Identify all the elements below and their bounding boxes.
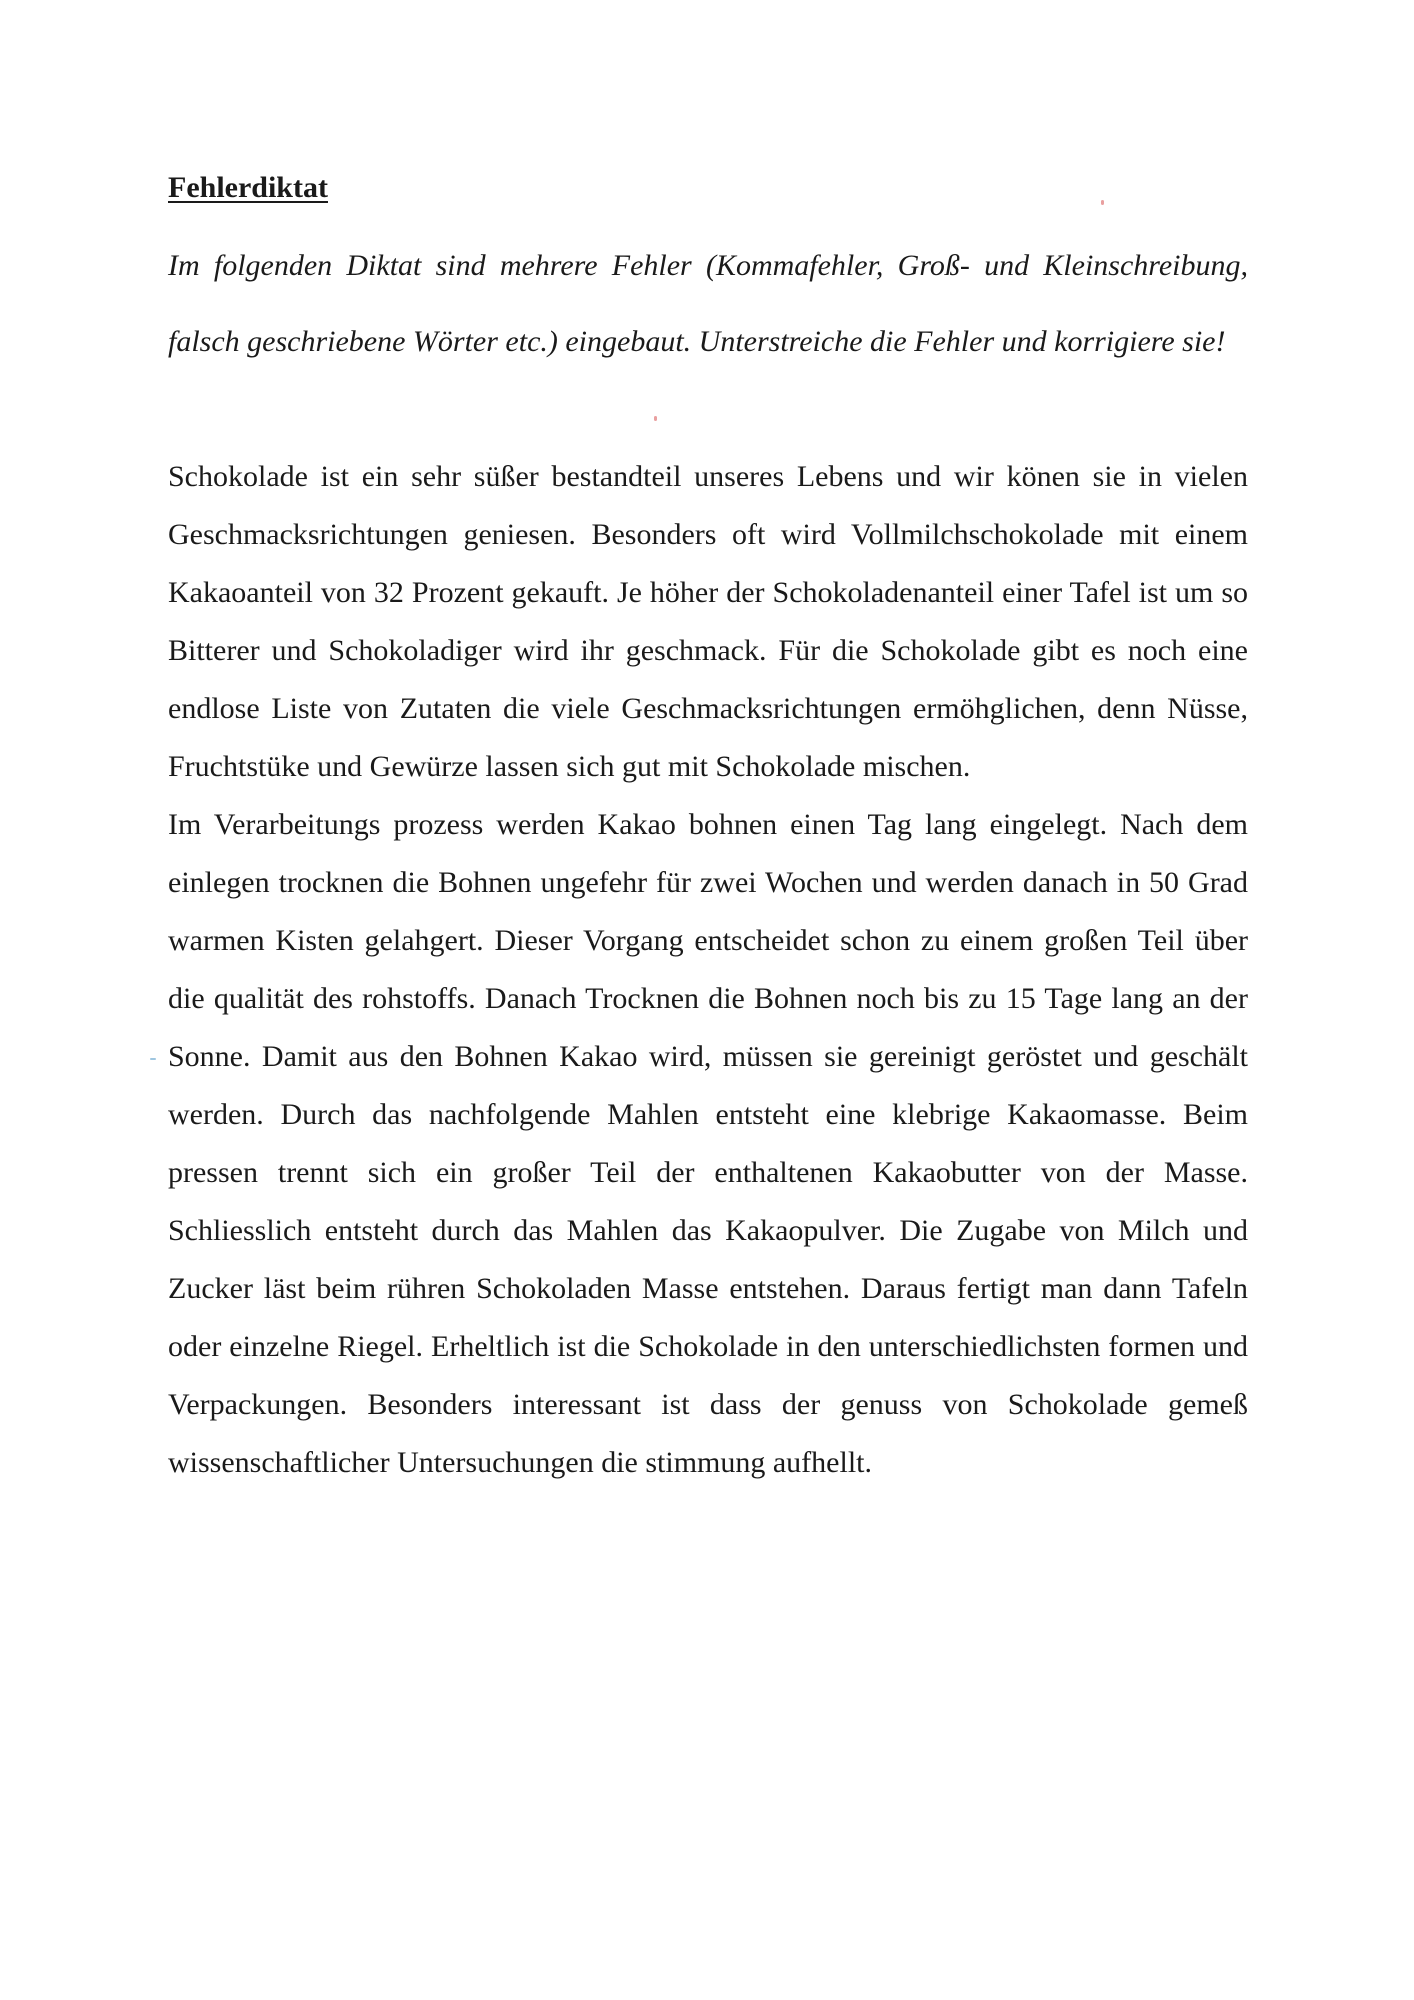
instructions-text: Im folgenden Diktat sind mehrere Fehler (Kommafehler, Groß- und Kleinschreibung, falsch geschriebene Wörter etc.) eingebaut. Unterstreiche die Fehler und korrigiere sie!: [168, 249, 1248, 358]
document-page: [168, 160, 1248, 1492]
scan-speck-red: [1101, 200, 1104, 205]
paragraph-processing: Im Verarbeitungs prozess werden Kakao bohnen einen Tag lang eingelegt. Nach dem einlegen trocknen die Bohnen ungefehr für zwei Wochen und werden danach in 50 Grad warmen Kisten gelahgert. Dieser Vorgang entscheidet schon zu einem großen Teil über die qualität des rohstoffs. Danach Trocknen die Bohnen noch bis zu 15 Tage lang an der Sonne. Damit aus den Bohnen Kakao wird, müssen sie gereinigt geröstet und geschält werden. Durch das nachfolgende Mahlen entsteht eine klebrige Kakaomasse. Beim pressen trennt sich ein großer Teil der enthaltenen Kakaobutter von der Masse. Schliesslich entsteht durch das Mahlen das Kakaopulver. Die Zugabe von Milch und Zucker läst beim rühren Schokoladen Masse entstehen. Daraus fertigt man dann Tafeln oder einzelne Riegel. Erheltlich ist die Schokolade in den unterschiedlichsten formen und Verpackungen. Besonders interessant ist dass der genuss von Schokolade gemeß wissenschaftlicher Untersuchungen die stimmung aufhellt.: [168, 808, 1248, 1479]
paragraph-chocolate-intro: Schokolade ist ein sehr süßer bestandteil unseres Lebens und wir könen sie in vielen Geschmacksrichtungen geniesen. Besonders oft wird Vollmilchschokolade mit einem Kakaoanteil von 32 Prozent gekauft. Je höher der Schokoladenanteil einer Tafel ist um so Bitterer und Schokoladiger wird ihr geschmack. Für die Schokolade gibt es noch eine endlose Liste von Zutaten die viele Geschmacksrichtungen ermöhglichen, denn Nüsse, Fruchtstüke und Gewürze lassen sich gut mit Schokolade mischen.: [168, 460, 1248, 783]
scan-speck-red: [654, 416, 657, 421]
document-title: Fehlerdiktat: [168, 171, 328, 204]
scan-speck-blue: [150, 1058, 156, 1060]
